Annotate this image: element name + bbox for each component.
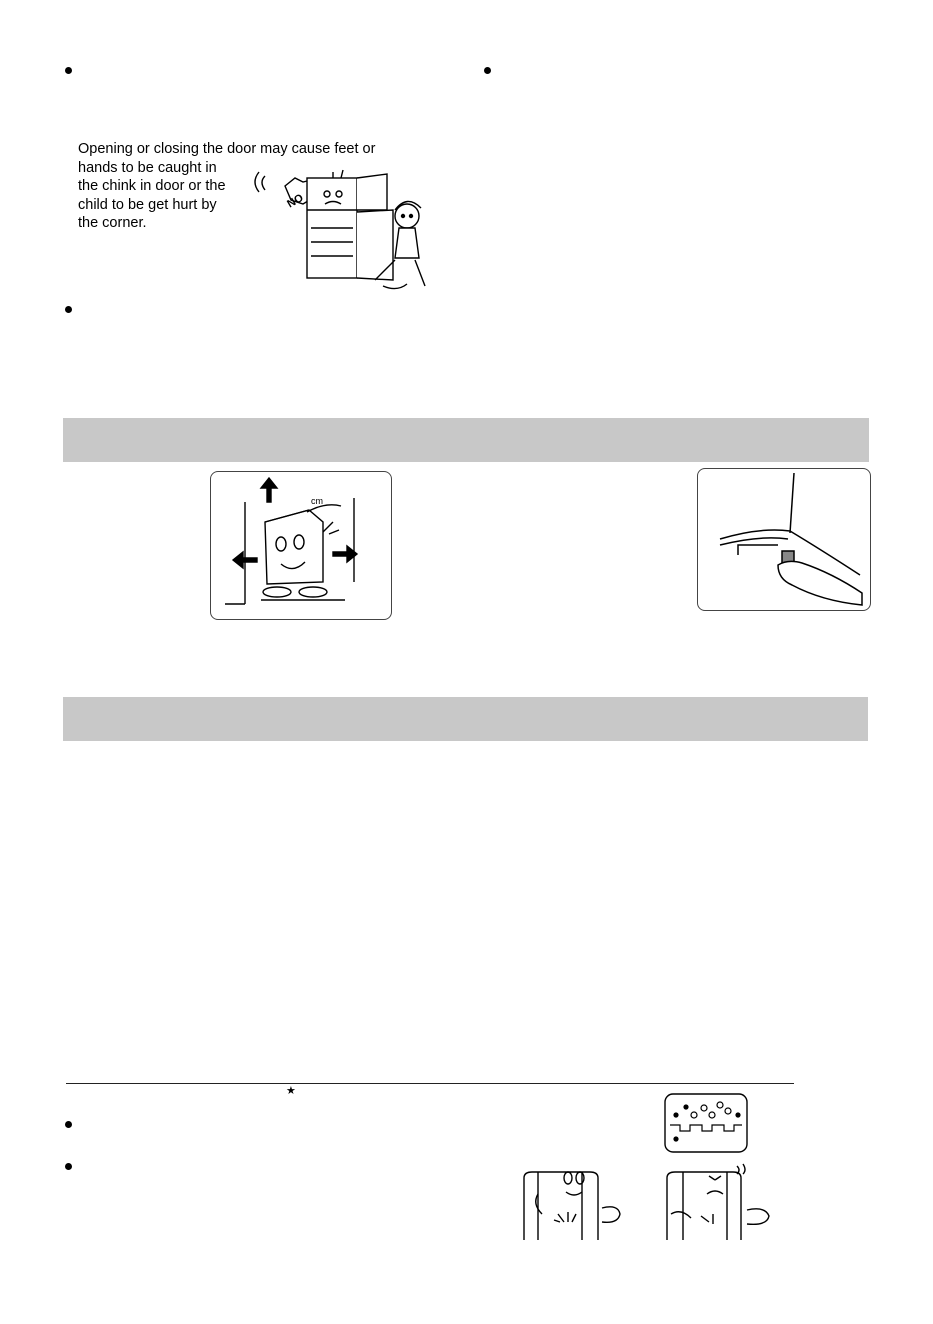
caption-line: the corner. (78, 215, 147, 232)
caption-line: Opening or closing the door may cause feet or (78, 141, 376, 157)
caption-line: hands to be caught in (78, 159, 217, 176)
leveling-screw-illustration (698, 469, 870, 610)
bullet-bottom-1 (65, 1121, 72, 1128)
caption-line: the chink in door or the (78, 178, 226, 195)
bullet-bottom-2 (65, 1163, 72, 1170)
fridge-clearance-illustration (211, 472, 391, 619)
caption-line: child to be get hurt by (78, 196, 217, 213)
leveling-illustration-frame (697, 468, 871, 611)
section-header-band (63, 418, 869, 462)
star-marker: ★ (286, 1085, 296, 1097)
unit-label: cm (311, 496, 323, 506)
section-header-band-2 (63, 697, 868, 741)
bullet-middle (65, 306, 72, 313)
happy-fridge-illustration (518, 1164, 630, 1240)
bullet-top-right (484, 67, 491, 74)
clearance-illustration-frame (210, 471, 392, 620)
no-sign-text: NO (285, 191, 306, 211)
footnote-divider (66, 1083, 794, 1084)
bubbles-in-tray-illustration (664, 1093, 748, 1153)
bullet-top-left (65, 67, 72, 74)
sad-fridge-illustration (661, 1164, 781, 1240)
child-opening-fridge-illustration (255, 168, 435, 294)
